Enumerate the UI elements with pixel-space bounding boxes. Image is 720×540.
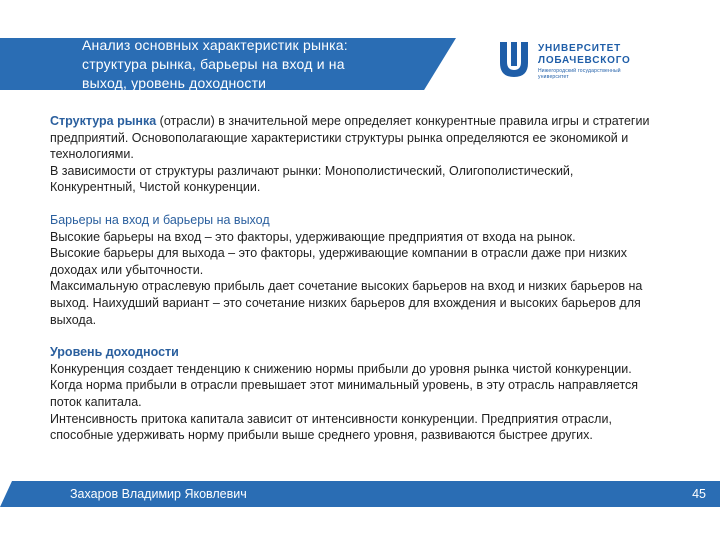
section-profitability bbox=[50, 344, 660, 444]
footer-author: Захаров Владимир Яковлевич bbox=[70, 487, 247, 501]
section-line: Высокие барьеры для выхода – это факторы, удерживающие компании в отрасли даже при низких доходах или убыточности. bbox=[50, 246, 628, 277]
section-heading: Структура рынка bbox=[50, 114, 157, 128]
section-intro-text: (отрасли) в значительной мере определяет конкурентные правила игры и стратегии предприятий. Основополагающие характеристики структуры рынка определяются ее экономикой и технологиями. bbox=[50, 114, 650, 162]
section-market-structure bbox=[50, 113, 660, 196]
slide-body bbox=[50, 113, 660, 460]
section-heading: Барьеры на вход и барьеры на выход bbox=[50, 212, 270, 227]
logo-line-2: ЛОБАЧЕВСКОГО bbox=[538, 55, 631, 66]
section-line: Интенсивность притока капитала зависит от интенсивности конкуренции. Предприятия отрасли, способные удерживать норму прибыли выше среднего уровня, развиваются быстрее других. bbox=[50, 411, 612, 443]
section-intro bbox=[50, 113, 660, 163]
section-line: Конкуренция создает тенденцию к снижению нормы прибыли до уровня рынка чистой конкуренции. Когда норма прибыли в отрасли превышает этот минимальный уровень, в эту отрасль направляется поток капитала. bbox=[50, 361, 639, 409]
logo-tagline: Нижегородский государственный университет bbox=[538, 68, 621, 80]
section-line: Высокие барьеры на вход – это факторы, удерживающие предприятия от входа на рынок. bbox=[50, 229, 576, 244]
page-number: 45 bbox=[692, 487, 706, 501]
slide-title: Анализ основных характеристик рынка: структура рынка, барьеры на вход и на выход, уровень доходности bbox=[82, 37, 348, 91]
section-line: Максимальную отраслевую прибыль дает сочетание высоких барьеров на вход и низких барьеров на выход. Наихудший вариант – это сочетание низких барьеров для вхождения и высоких барьеров для выхода. bbox=[50, 279, 643, 327]
logo-line-1: УНИВЕРСИТЕТ bbox=[538, 43, 622, 54]
section-barriers bbox=[50, 212, 660, 328]
university-logo bbox=[496, 40, 646, 80]
logo-wordmark bbox=[538, 43, 631, 67]
section-heading: Уровень доходности bbox=[50, 345, 179, 360]
university-logo-icon bbox=[496, 40, 532, 80]
section-line: В зависимости от структуры различают рынки: Монополистический, Олигополистический, Конкурентный, Чистой конкуренции. bbox=[50, 163, 574, 195]
